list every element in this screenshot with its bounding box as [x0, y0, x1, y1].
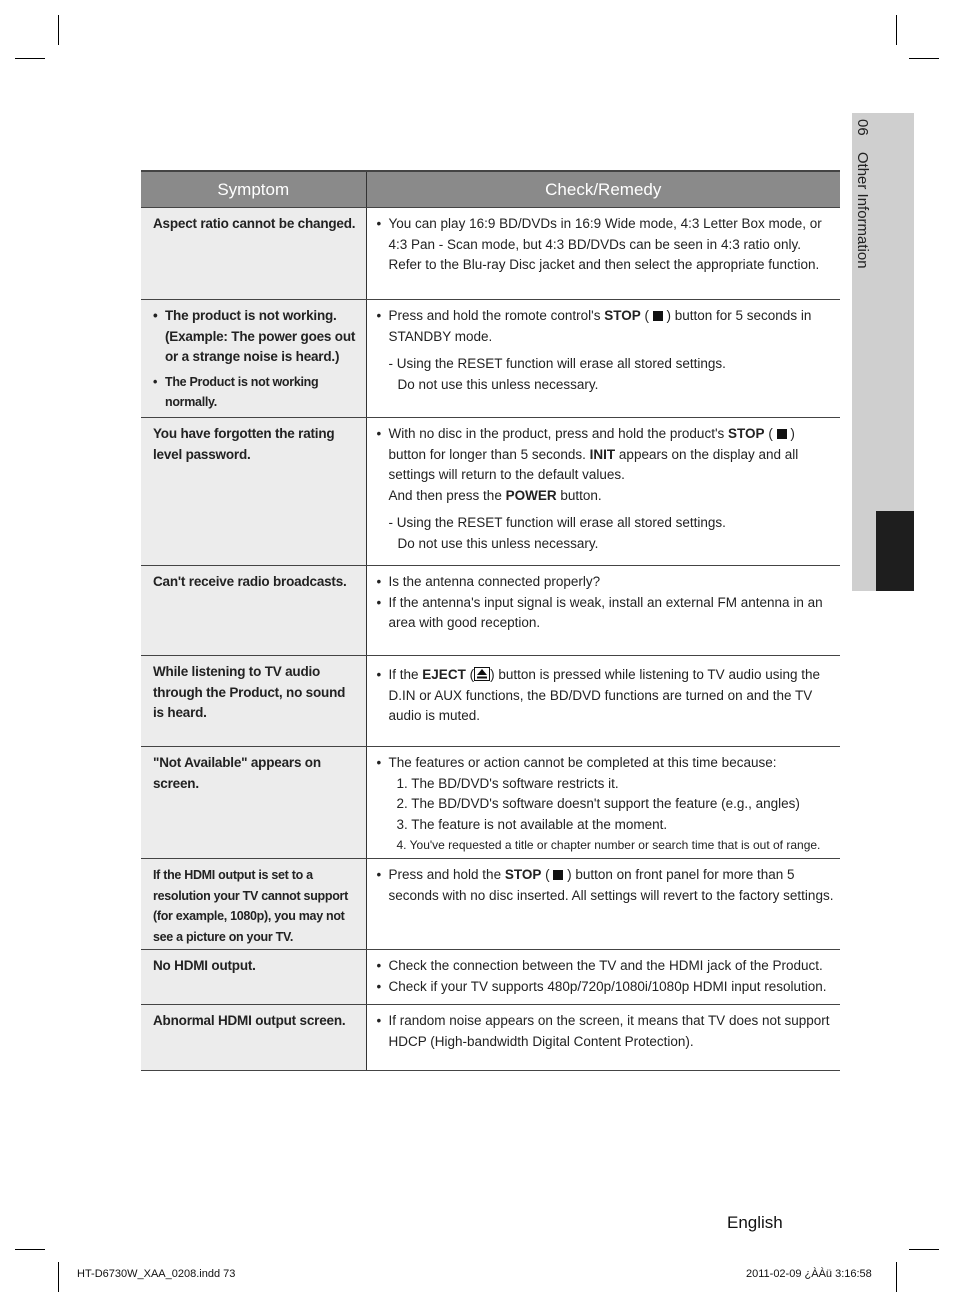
table-row	[141, 300, 840, 418]
symptom-cell: You have forgotten the rating level password.	[141, 418, 366, 566]
crop-mark	[896, 15, 897, 45]
crop-mark	[58, 15, 59, 45]
chapter-number: 06	[854, 119, 871, 136]
print-datetime: 2011-02-09 ¿ÀÀü 3:16:58	[746, 1268, 872, 1280]
list-item: • Is the antenna connected properly?	[376, 574, 601, 589]
table-header-row	[141, 171, 840, 208]
table-row	[141, 656, 840, 747]
symptom-cell: "Not Available" appears on screen.	[141, 747, 366, 859]
list-item: • If random noise appears on the screen, it means that TV does not support HDCP (High-bandwidth Digital Content Protection).	[376, 1013, 830, 1049]
remedy-cell	[366, 656, 840, 747]
symptom-cell: While listening to TV audio through the Product, no sound is heard.	[141, 656, 366, 747]
list-item: • Check the connection between the TV and the HDMI jack of the Product.	[376, 958, 823, 973]
list-item: 2. The BD/DVD's software doesn't support the feature (e.g., angles)	[396, 796, 800, 811]
list-item: 4. You've requested a title or chapter number or search time that is out of range.	[396, 838, 821, 852]
list-item: 3. The feature is not available at the moment.	[396, 816, 668, 832]
symptom-cell: Aspect ratio cannot be changed.	[141, 208, 366, 300]
troubleshooting-table	[141, 170, 840, 1071]
list-item: • Check if your TV supports 480p/720p/1080i/1080p HDMI input resolution.	[376, 978, 827, 994]
chapter-tab-marker	[876, 511, 914, 591]
list-item: • Press and hold the romote control's STOP ( ) button for 5 seconds in STANDBY mode.	[376, 308, 812, 344]
remedy-cell	[366, 1005, 840, 1071]
table-row	[141, 747, 840, 859]
header-symptom: Symptom	[141, 171, 366, 208]
list-item: • If the EJECT ( ) button is pressed while listening to TV audio using the D.IN or AUX functions, the BD/DVD functions are turned on and the TV audio is muted.	[376, 667, 821, 723]
stop-icon	[777, 429, 787, 439]
table-row	[141, 950, 840, 1005]
note: - Using the RESET function will erase all stored settings. Do not use this unless necessary.	[388, 356, 726, 392]
note: - Using the RESET function will erase all stored settings. Do not use this unless necessary.	[388, 515, 726, 551]
list-item: • The features or action cannot be completed at this time because:	[376, 755, 777, 770]
crop-mark	[909, 58, 939, 59]
remedy-cell	[366, 208, 840, 300]
list-item: • The Product is not working normally.	[153, 374, 319, 409]
list-item: • If the antenna's input signal is weak, install an external FM antenna in an area with good reception.	[376, 594, 823, 630]
remedy-cell	[366, 300, 840, 418]
list-item: • Press and hold the STOP ( ) button on front panel for more than 5 seconds with no disc inserted. All settings will revert to the factory settings.	[376, 867, 834, 903]
chapter-title: Other Information	[854, 151, 871, 269]
remedy-cell	[366, 566, 840, 656]
table-row	[141, 566, 840, 656]
table-row	[141, 208, 840, 300]
table-row	[141, 1005, 840, 1071]
remedy-cell	[366, 859, 840, 950]
page-language: English	[727, 1213, 783, 1232]
crop-mark	[909, 1249, 939, 1250]
list-item: 1. The BD/DVD's software restricts it.	[396, 775, 619, 791]
symptom-cell: Can't receive radio broadcasts.	[141, 566, 366, 656]
remedy-cell	[366, 950, 840, 1005]
table-row	[141, 859, 840, 950]
symptom-cell	[141, 300, 366, 418]
file-info: HT-D6730W_XAA_0208.indd 73	[77, 1268, 236, 1280]
list-item: • The product is not working. (Example: The power goes out or a strange noise is heard.)	[153, 308, 356, 364]
chapter-tab	[852, 113, 914, 591]
crop-mark	[896, 1262, 897, 1292]
table-row	[141, 418, 840, 566]
stop-icon	[553, 870, 563, 880]
stop-icon	[653, 311, 663, 321]
remedy-cell	[366, 747, 840, 859]
list-item: • You can play 16:9 BD/DVDs in 16:9 Wide mode, 4:3 Letter Box mode, or 4:3 Pan - Scan mode, but 4:3 BD/DVDs can be seen in 4:3 ratio only. Refer to the Blu-ray Disc jacket and then select the appropriate function.	[376, 216, 822, 272]
symptom-cell: No HDMI output.	[141, 950, 366, 1005]
remedy-cell	[366, 418, 840, 566]
crop-mark	[15, 58, 45, 59]
eject-icon	[474, 667, 490, 681]
header-remedy: Check/Remedy	[366, 171, 840, 208]
chapter-label	[854, 119, 871, 269]
crop-mark	[58, 1262, 59, 1292]
symptom-cell: If the HDMI output is set to a resolution your TV cannot support (for example, 1080p), you may not see a picture on your TV.	[141, 859, 366, 950]
symptom-cell: Abnormal HDMI output screen.	[141, 1005, 366, 1071]
crop-mark	[15, 1249, 45, 1250]
list-item: • With no disc in the product, press and hold the product's STOP ( ) button for longer than 5 seconds. INIT appears on the display and all settings will return to the default values. And then press the POWER button.	[376, 426, 799, 503]
